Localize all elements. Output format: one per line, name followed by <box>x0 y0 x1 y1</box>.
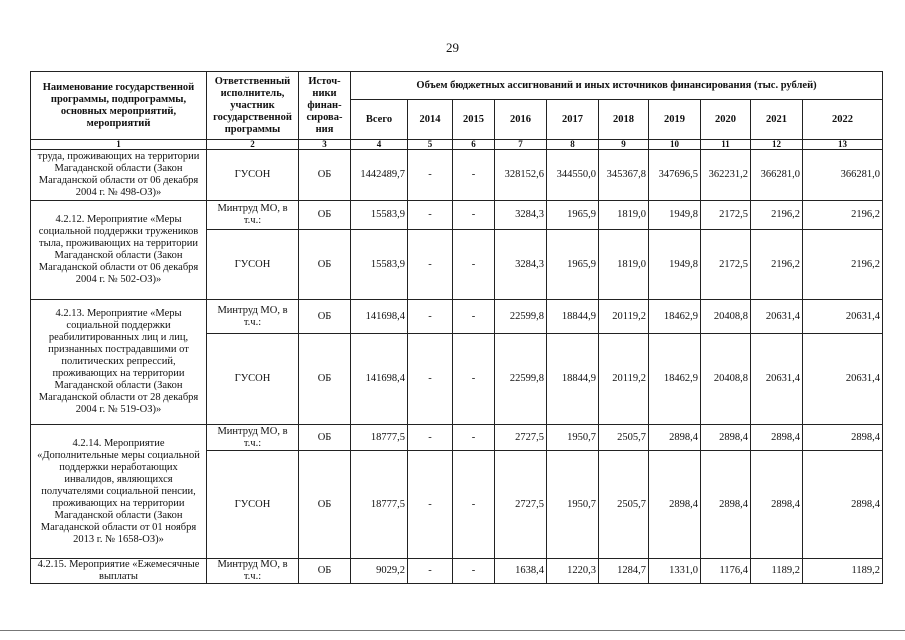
table-row <box>31 201 883 230</box>
header-volume: Объем бюджетных ассигнований и иных источников финансирования (тыс. рублей) <box>351 72 883 100</box>
amount-cell: - <box>408 230 453 300</box>
column-index: 2 <box>207 140 299 150</box>
amount-cell: 2196,2 <box>803 230 883 300</box>
amount-cell: 15583,9 <box>351 230 408 300</box>
amount-cell: 20408,8 <box>701 300 751 334</box>
amount-cell: 2898,4 <box>803 451 883 559</box>
table-row <box>31 559 883 584</box>
amount-cell: 1950,7 <box>547 425 599 451</box>
amount-cell: 2898,4 <box>751 425 803 451</box>
funding-source: ОБ <box>299 201 351 230</box>
amount-cell: 366281,0 <box>751 150 803 201</box>
amount-cell: 2898,4 <box>649 451 701 559</box>
amount-cell: 345367,8 <box>599 150 649 201</box>
amount-cell: - <box>408 201 453 230</box>
funding-source: ОБ <box>299 300 351 334</box>
amount-cell: 2196,2 <box>803 201 883 230</box>
header-year: 2016 <box>495 100 547 140</box>
amount-cell: - <box>453 300 495 334</box>
amount-cell: 18462,9 <box>649 300 701 334</box>
amount-cell: 1189,2 <box>751 559 803 584</box>
amount-cell: 20631,4 <box>803 300 883 334</box>
amount-cell: 1949,8 <box>649 201 701 230</box>
amount-cell: 20631,4 <box>751 300 803 334</box>
amount-cell: - <box>453 230 495 300</box>
amount-cell: 2898,4 <box>803 425 883 451</box>
header-year: 2017 <box>547 100 599 140</box>
amount-cell: 1284,7 <box>599 559 649 584</box>
amount-cell: 18844,9 <box>547 334 599 425</box>
amount-cell: 2898,4 <box>649 425 701 451</box>
funding-source: ОБ <box>299 425 351 451</box>
header-year: 2019 <box>649 100 701 140</box>
table-row <box>31 150 883 201</box>
amount-cell: 328152,6 <box>495 150 547 201</box>
amount-cell: 1819,0 <box>599 201 649 230</box>
amount-cell: 18777,5 <box>351 425 408 451</box>
amount-cell: 2898,4 <box>701 451 751 559</box>
measure-name: труда, проживающих на территории Магаданской области (Закон Магаданской области от 06 декабря 2004 г. № 498-ОЗ)» <box>31 150 207 201</box>
amount-cell: 1950,7 <box>547 451 599 559</box>
amount-cell: 3284,3 <box>495 230 547 300</box>
amount-cell: - <box>453 201 495 230</box>
amount-cell: 1949,8 <box>649 230 701 300</box>
amount-cell: 1189,2 <box>803 559 883 584</box>
column-index: 13 <box>803 140 883 150</box>
column-index: 9 <box>599 140 649 150</box>
amount-cell: 2505,7 <box>599 451 649 559</box>
header-name: Наименование государственной программы, подпрограммы, основных мероприятий, мероприятий <box>31 72 207 140</box>
responsible-executor: Минтруд МО, в т.ч.: <box>207 559 299 584</box>
funding-source: ОБ <box>299 559 351 584</box>
amount-cell: 2505,7 <box>599 425 649 451</box>
amount-cell: - <box>408 334 453 425</box>
amount-cell: 3284,3 <box>495 201 547 230</box>
responsible-executor: Минтруд МО, в т.ч.: <box>207 201 299 230</box>
amount-cell: 20631,4 <box>751 334 803 425</box>
column-index: 1 <box>31 140 207 150</box>
amount-cell: - <box>453 334 495 425</box>
column-index: 7 <box>495 140 547 150</box>
amount-cell: 15583,9 <box>351 201 408 230</box>
column-index: 4 <box>351 140 408 150</box>
amount-cell: - <box>453 150 495 201</box>
amount-cell: 20408,8 <box>701 334 751 425</box>
column-index: 11 <box>701 140 751 150</box>
funding-source: ОБ <box>299 334 351 425</box>
header-year: 2015 <box>453 100 495 140</box>
amount-cell: 2727,5 <box>495 451 547 559</box>
amount-cell: - <box>408 451 453 559</box>
column-index: 5 <box>408 140 453 150</box>
amount-cell: 2172,5 <box>701 230 751 300</box>
amount-cell: 20631,4 <box>803 334 883 425</box>
amount-cell: - <box>453 451 495 559</box>
amount-cell: 362231,2 <box>701 150 751 201</box>
amount-cell: 2898,4 <box>751 451 803 559</box>
table-row <box>31 300 883 334</box>
column-index: 3 <box>299 140 351 150</box>
header-year: 2022 <box>803 100 883 140</box>
amount-cell: 141698,4 <box>351 300 408 334</box>
responsible-executor: Минтруд МО, в т.ч.: <box>207 425 299 451</box>
amount-cell: 1638,4 <box>495 559 547 584</box>
amount-cell: 18777,5 <box>351 451 408 559</box>
amount-cell: 1965,9 <box>547 230 599 300</box>
page-number: 29 <box>446 40 459 55</box>
header-year: 2021 <box>751 100 803 140</box>
amount-cell: 9029,2 <box>351 559 408 584</box>
column-index: 6 <box>453 140 495 150</box>
amount-cell: 18844,9 <box>547 300 599 334</box>
amount-cell: 20119,2 <box>599 334 649 425</box>
amount-cell: 2727,5 <box>495 425 547 451</box>
amount-cell: 1176,4 <box>701 559 751 584</box>
responsible-executor: ГУСОН <box>207 334 299 425</box>
amount-cell: - <box>453 425 495 451</box>
amount-cell: - <box>408 150 453 201</box>
amount-cell: 1442489,7 <box>351 150 408 201</box>
amount-cell: 347696,5 <box>649 150 701 201</box>
amount-cell: 2196,2 <box>751 230 803 300</box>
amount-cell: 1331,0 <box>649 559 701 584</box>
amount-cell: - <box>408 425 453 451</box>
amount-cell: 22599,8 <box>495 334 547 425</box>
amount-cell: 1965,9 <box>547 201 599 230</box>
amount-cell: 1819,0 <box>599 230 649 300</box>
header-year: Всего <box>351 100 408 140</box>
budget-table <box>30 71 883 584</box>
amount-cell: 2898,4 <box>701 425 751 451</box>
responsible-executor: Минтруд МО, в т.ч.: <box>207 300 299 334</box>
amount-cell: 141698,4 <box>351 334 408 425</box>
amount-cell: 2172,5 <box>701 201 751 230</box>
amount-cell: 20119,2 <box>599 300 649 334</box>
funding-source: ОБ <box>299 150 351 201</box>
amount-cell: 366281,0 <box>803 150 883 201</box>
measure-name: 4.2.12. Мероприятие «Меры социальной поддержки тружеников тыла, проживающих на территории Магаданской области (Закон Магаданской области от 06 декабря 2004 г. № 502-ОЗ)» <box>31 201 207 300</box>
responsible-executor: ГУСОН <box>207 451 299 559</box>
amount-cell: 1220,3 <box>547 559 599 584</box>
measure-name: 4.2.13. Мероприятие «Меры социальной поддержки реабилитированных лиц и лиц, признанных пострадавшими от политических репрессий, проживающих на территории Магаданской области (Закон Магаданской области от 28 декабря 2004 г. № 519-ОЗ)» <box>31 300 207 425</box>
amount-cell: 2196,2 <box>751 201 803 230</box>
responsible-executor: ГУСОН <box>207 150 299 201</box>
amount-cell: - <box>453 559 495 584</box>
amount-cell: - <box>408 559 453 584</box>
measure-name: 4.2.15. Мероприятие «Ежемесячные выплаты <box>31 559 207 584</box>
amount-cell: 22599,8 <box>495 300 547 334</box>
column-index: 8 <box>547 140 599 150</box>
table-row <box>31 425 883 451</box>
amount-cell: 344550,0 <box>547 150 599 201</box>
column-index: 12 <box>751 140 803 150</box>
funding-source: ОБ <box>299 230 351 300</box>
funding-source: ОБ <box>299 451 351 559</box>
amount-cell: 18462,9 <box>649 334 701 425</box>
header-source: Источ-ники финан-сирова-ния <box>299 72 351 140</box>
column-index: 10 <box>649 140 701 150</box>
measure-name: 4.2.14. Мероприятие «Дополнительные меры социальной поддержки неработающих инвалидов, являющихся получателями социальной пенсии, проживающих на территории Магаданской области (Закон Магаданской области от 01 ноября 2013 г. № 1658-ОЗ)» <box>31 425 207 559</box>
header-year: 2018 <box>599 100 649 140</box>
responsible-executor: ГУСОН <box>207 230 299 300</box>
header-responsible: Ответственный исполнитель, участник государственной программы <box>207 72 299 140</box>
amount-cell: - <box>408 300 453 334</box>
header-year: 2020 <box>701 100 751 140</box>
header-year: 2014 <box>408 100 453 140</box>
page-bottom-rule <box>0 630 905 631</box>
